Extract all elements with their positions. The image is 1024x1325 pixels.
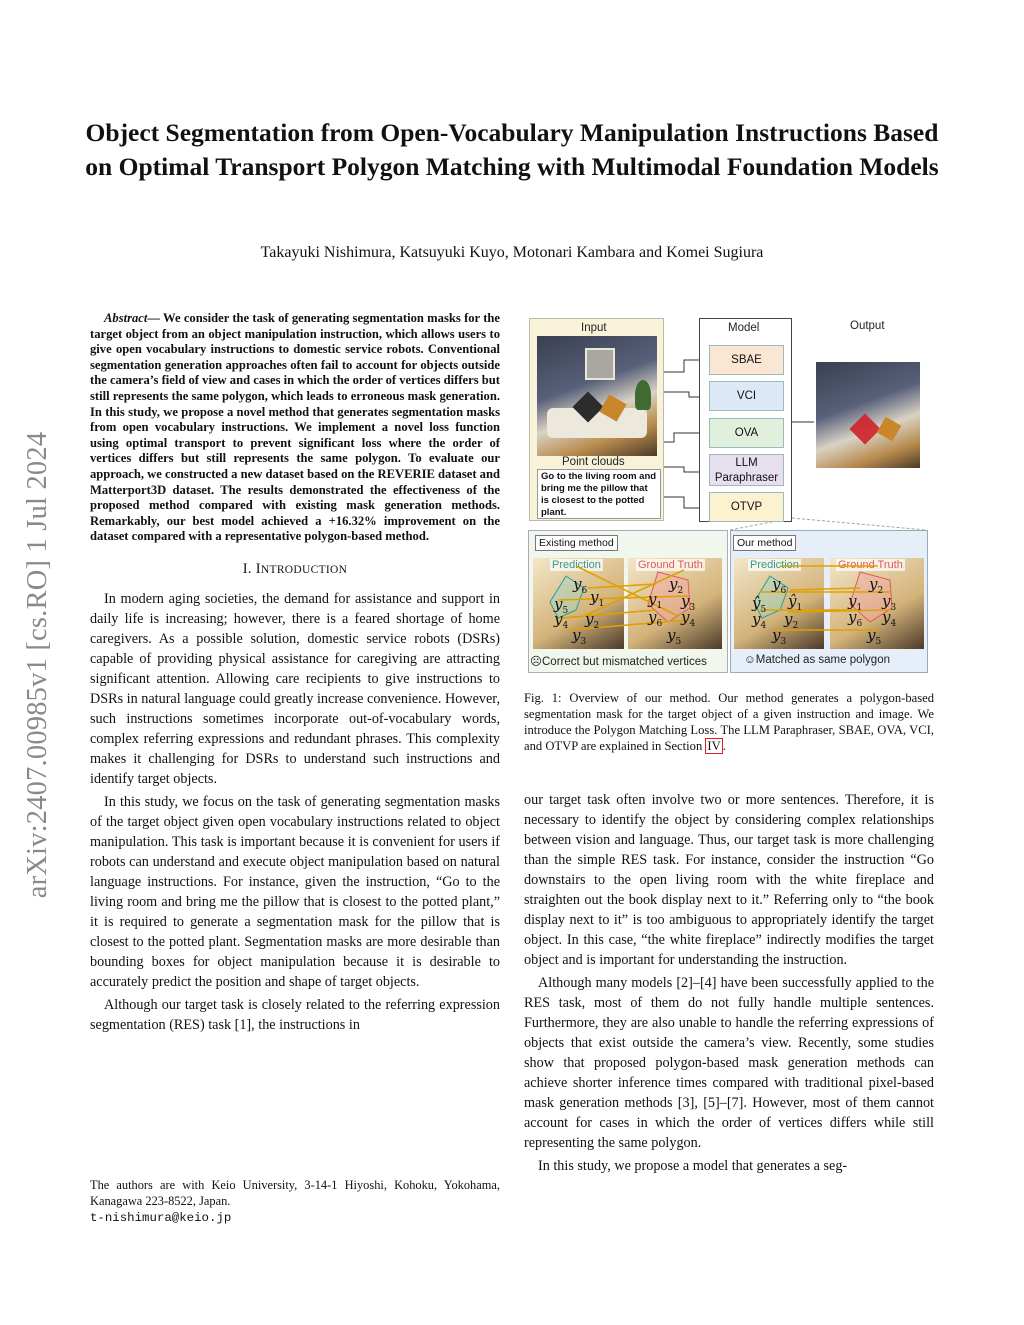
- vertex-label: $y_5$: [667, 626, 682, 647]
- footnote-text: The authors are with Keio University, 3-14-1 Hiyoshi, Kohoku, Yokohama, Kanagawa 223-8522, Japan.: [90, 1178, 500, 1208]
- left-column: [90, 311, 500, 1038]
- module-ova: OVA: [709, 418, 784, 448]
- vertex-label: $y_2$: [585, 610, 600, 631]
- right-paragraph-2: Although many models [2]–[4] have been successfully applied to the RES task, most of them do not fully handle multiple sentences. Furthermore, they are also unable to handle the referring expressions of objects that exist outside the camera’s view. Recently, some studies show that proposed polygon-based mask generation methods can achieve shorter inference times compared with traditional pixel-based mask generation methods [3], [5]–[7]. However, most of them cannot account for cases in which the order of vertices differs while still representing the same polygon.: [524, 975, 934, 1151]
- author-list: Takayuki Nishimura, Katsuyuki Kuyo, Motonari Kambara and Komei Sugiura: [260, 244, 764, 261]
- our-result-text: ☺Matched as same polygon: [744, 654, 890, 666]
- module-vci: VCI: [709, 381, 784, 411]
- model-label: Model: [728, 322, 760, 334]
- existing-method-label: Existing method: [535, 535, 618, 551]
- vertex-label: $y_4$: [554, 610, 569, 631]
- caption-end: .: [722, 739, 726, 753]
- abstract-label: Abstract: [104, 311, 148, 325]
- figure-1: [524, 312, 934, 676]
- match-line: [562, 610, 656, 618]
- intro-paragraph-1: In modern aging societies, the demand for assistance and support in daily life is increasing; however, there is a feared shortage of home caregivers. As a possible solution, domestic service robots (DSRs) capable of providing physical assistance for caregiving are attracting significant attention. Allowing care recipients to give instructions to DSRs in natural language could greatly increase convenience. However, such instructions sometimes incorporate out-of-vocabulary words, complex referring expressions and redundant phrases. This complexity makes it challenging for DSRs to understand such instructions and identify target objects.: [90, 590, 500, 787]
- predicted-mask: [849, 413, 880, 444]
- abstract-text: — We consider the task of generating segmentation masks for the target object from an object manipulation instruction, which allows users to give open vocabulary instructions to domestic service robots. Conventional segmentation generation approaches often fail to account for objects outside the camera’s field of view and cases in which the order of vertices differs but still represents the same polygon, which leads to erroneous mask generation. In this study, we propose a novel method that generates segmentation masks from open vocabulary instructions. We implement a novel loss function using optimal transport to prevent significant loss where the order of vertices differs but still represents the same polygon. To evaluate our approach, we constructed a new dataset based on the REVERIE dataset and Matterport3D dataset. The results demonstrated the effectiveness of the proposed method compared with existing mask generation methods. Remarkably, our best model achieved a +16.32% improvement on the dataset compared with a representative polygon-based method.: [90, 311, 500, 544]
- input-label: Input: [581, 322, 607, 334]
- section-title-rest: NTRODUCTION: [260, 563, 348, 576]
- vertex-label: $y_3$: [681, 592, 696, 613]
- right-paragraph-1: our target task often involve two or more sentences. Therefore, it is necessary to identify the object by considering complex relationships between vision and language. Thus, our target task is more challenging than the simple RES task. For instance, consider the instruction “Go downstairs to the open living room with the white fireplace and straighten out the book display next to it.” Referring only to “the book display next to it” is too ambiguous to appropriately identify the target object. In this case, “the white fireplace” indirectly modifies the target object and is important for understanding the instruction.: [524, 792, 934, 968]
- vertex-label: $y_5$: [554, 595, 569, 616]
- vertex-label: $y_2$: [669, 575, 684, 596]
- vertex-label: $y_2$: [784, 610, 799, 631]
- vertex-label: $ŷ_5$: [752, 594, 767, 615]
- section-reference-link[interactable]: IV: [707, 739, 721, 753]
- intro-paragraph-3: Although our target task is closely related to the referring expression segmentation (RES) task [1], the instructions in: [90, 996, 500, 1033]
- our-ground-truth-title: Ground Truth: [838, 559, 903, 571]
- output-label: Output: [850, 320, 885, 332]
- instruction-box: Go to the living room and bring me the pillow that is closest to the potted plant.: [537, 469, 661, 519]
- caption-label: Fig. 1:: [524, 691, 562, 705]
- module-llm-paraphraser: LLM Paraphraser: [709, 454, 784, 486]
- vertex-label: $y_4$: [681, 608, 696, 629]
- our-method-label: Our method: [733, 535, 796, 551]
- caption-text: Overview of our method. Our method generates a polygon-based segmentation mask for the target object of a given instruction and image. We introduce the Polygon Matching Loss. The LLM Paraphraser, SBAE, OVA, VCI, and OTVP are explained in Section: [524, 691, 934, 753]
- vertex-label: $y_3$: [572, 626, 587, 647]
- vertex-label: $y_1$: [590, 588, 605, 609]
- match-line: [790, 588, 860, 590]
- right-paragraph-3: In this study, we propose a model that generates a seg-: [538, 1158, 848, 1174]
- arxiv-identifier: arXiv:2407.00985v1 [cs.RO] 1 Jul 2024: [22, 431, 53, 898]
- vertex-label: $y_6$: [772, 575, 787, 596]
- abstract: [90, 311, 500, 545]
- vertex-label: $y_6$: [648, 608, 663, 629]
- potted-plant: [635, 380, 651, 410]
- vertex-label: $y_3$: [772, 626, 787, 647]
- vertex-label: $y_1$: [648, 590, 663, 611]
- module-otvp: OTVP: [709, 492, 784, 522]
- section-number: I.: [242, 560, 252, 577]
- existing-prediction-title: Prediction: [552, 559, 601, 571]
- existing-ground-truth-title: Ground Truth: [638, 559, 703, 571]
- output-segmentation-photo: [816, 362, 920, 468]
- paper-title: Object Segmentation from Open-Vocabulary Manipulation Instructions Based on Optimal Transport Polygon Matching with Multimodal Foundation Models: [85, 118, 939, 181]
- intro-paragraph-2: In this study, we focus on the task of generating segmentation masks of the target object given open vocabulary instructions related to object manipulation. This task is important because it is convenient for users if robots can understand and execute object manipulation based on natural language instructions. For instance, given the instruction, “Go to the living room and bring me the pillow that is closest to the potted plant,” it is required to generate a segmentation mask for the pillow that is closest to the potted plant. Segmentation masks are more desirable than bounding boxes for object manipulation because it is desirable to accurately predict the position and shape of target objects.: [90, 793, 500, 990]
- existing-result-text: ☹Correct but mismatched vertices: [530, 656, 707, 668]
- module-sbae: SBAE: [709, 345, 784, 375]
- input-room-photo: [537, 336, 657, 456]
- section-heading: [90, 559, 500, 580]
- vertex-label: $y_4$: [882, 608, 897, 629]
- vertex-label: $y_6$: [848, 608, 863, 629]
- vertex-label: $y_2$: [869, 575, 884, 596]
- vertex-label: $y_5$: [867, 626, 882, 647]
- footnote-email: t-nishimura@keio.jp: [90, 1211, 232, 1225]
- pillow-orange: [877, 417, 902, 442]
- right-column: [524, 790, 934, 1179]
- vertex-label: $y_1$: [848, 592, 863, 613]
- vertex-label: $ŷ_1$: [788, 592, 803, 613]
- our-prediction-title: Prediction: [750, 559, 799, 571]
- wall-picture-frame: [585, 348, 615, 380]
- vertex-label: $y_6$: [573, 575, 588, 596]
- vertex-label: $y_3$: [882, 592, 897, 613]
- point-clouds-label: Point clouds: [562, 456, 625, 468]
- section-title-first: I: [255, 560, 261, 577]
- arxiv-side-label: [22, 372, 53, 957]
- vertex-label: $y_4$: [752, 610, 767, 631]
- zoom-line: [792, 518, 926, 530]
- figure-caption: [524, 690, 934, 754]
- footnote: [90, 1177, 500, 1226]
